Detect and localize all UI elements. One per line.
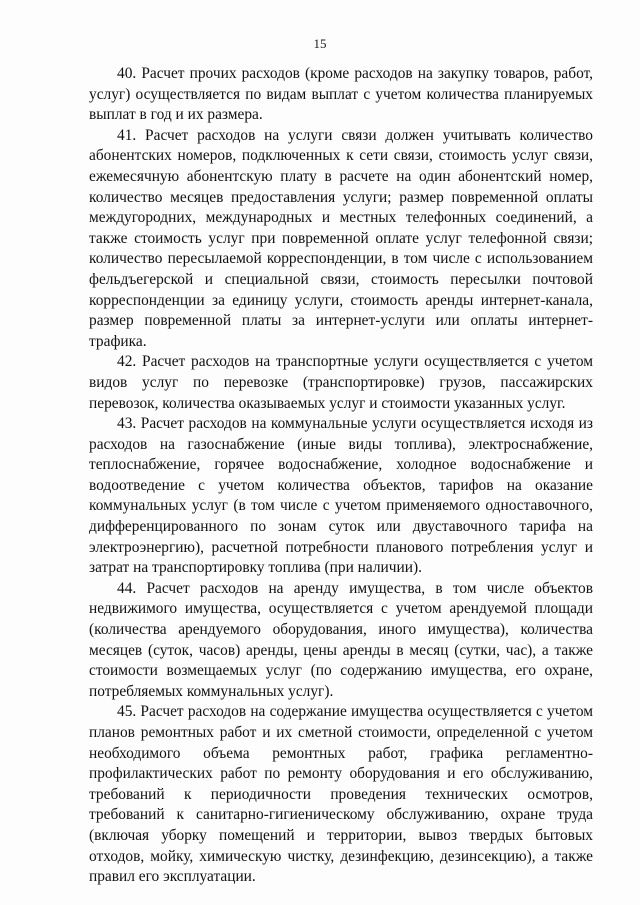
paragraph-45: 45. Расчет расходов на содержание имущества осуществляется с учетом планов ремонтных работ и их сметной стоимости, определенной с учетом необходимого объема ремонтных работ, графика регламентно-профилактических работ по ремонту оборудования и его обслуживанию, требований к периодичности проведения технических осмотров, требований к санитарно-гигиеническому обслуживанию, охране труда (включая уборку помещений и территории, вывоз твердых бытовых отходов, мойку, химическую чистку, дезинфекцию, дезинсекцию), а также правил его эксплуатации. [89, 703, 593, 886]
page-number: 15 [313, 36, 327, 51]
paragraph-43: 43. Расчет расходов на коммунальные услуги осуществляется исходя из расходов на газоснабжение (иные виды топлива), электроснабжение, теплоснабжение, горячее водоснабжение, холодное водоснабжение и водоотведение с учетом количества объектов, тарифов на оказание коммунальных услуг (в том числе с учетом применяемого одноставочного, дифференцированного по зонам суток или двуставочного тарифа на электроэнергию), расчетной потребности планового потребления услуг и затрат на транспортировку топлива (при наличии). [89, 415, 593, 577]
paragraph-40: 40. Расчет прочих расходов (кроме расходов на закупку товаров, работ, услуг) осуществляется по видам выплат с учетом количества планируемых выплат в год и их размера. [89, 65, 593, 124]
paragraph-44: 44. Расчет расходов на аренду имущества, в том числе объектов недвижимого имущества, осуществляется с учетом арендуемой площади (количества арендуемого оборудования, иного имущества), количества месяцев (суток, часов) аренды, цены аренды в месяц (сутки, час), а также стоимости возмещаемых услуг (по содержанию имущества, его охране, потребляемых коммунальных услуг). [89, 579, 593, 700]
document-body [89, 64, 593, 888]
paragraph-41: 41. Расчет расходов на услуги связи должен учитывать количество абонентских номеров, подключенных к сети связи, стоимость услуг связи, ежемесячную абонентскую плату в расчете на один абонентский номер, количество месяцев предоставления услуги; размер повременной оплаты междугородних, международных и местных телефонных соединений, а также стоимость услуг при повременной оплате услуг телефонной связи; количество пересылаемой корреспонденции, в том числе с использованием фельдъегерской и специальной связи, стоимость пересылки почтовой корреспонденции за единицу услуги, стоимость аренды интернет-канала, размер повременной платы за интернет-услуги или оплаты интернет-трафика. [89, 126, 593, 350]
paragraph-42: 42. Расчет расходов на транспортные услуги осуществляется с учетом видов услуг по перевозке (транспортировке) грузов, пассажирских перевозок, количества оказываемых услуг и стоимости указанных услуг. [89, 353, 593, 412]
